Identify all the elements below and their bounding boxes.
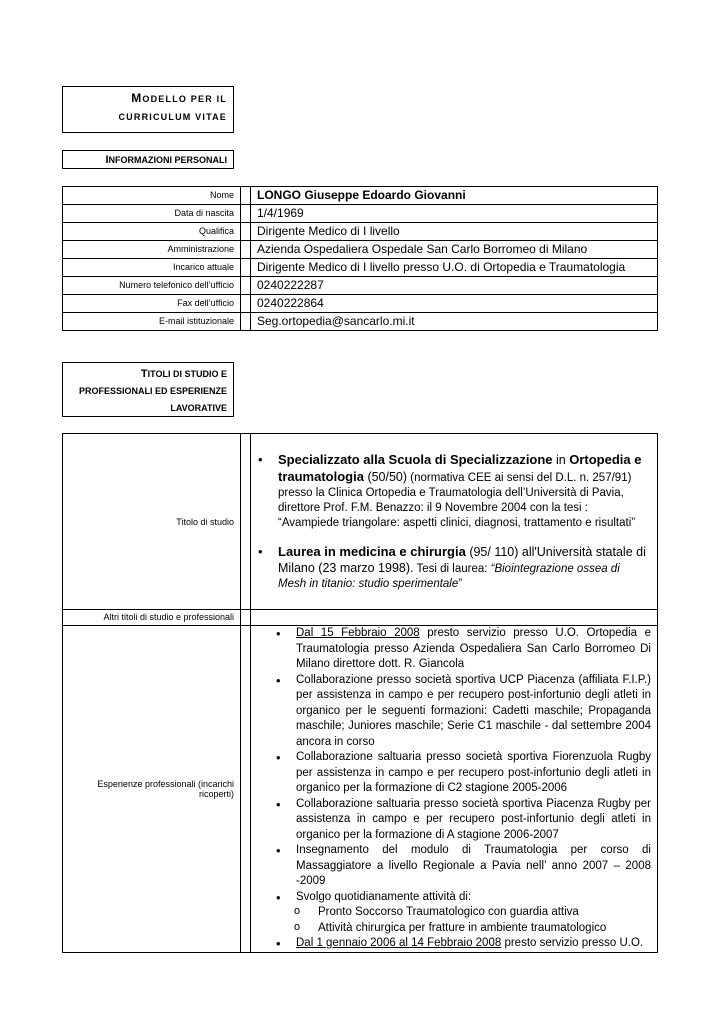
list-item: • Collaborazione saltuaria presso società sportiva Piacenza Rugby per assistenza in campo e per recupero post-infortunio degli atleti in organico per la formazione di A stagione 2006-2007 — [296, 797, 651, 844]
list-item: o Attività chirurgica per fratture in ambiente traumatologico — [318, 921, 651, 937]
list-item: • Collaborazione presso società sportiva UCP Piacenza (affiliata F.I.P.) per assistenza in campo e per recupero post-infortunio degli atleti in organico per le seguenti formazioni: Cadetti maschile; Propaganda maschile; Juniores maschile; Serie C1 maschile - dal settembre 2004 ancora in corso — [296, 673, 651, 751]
studio-list — [257, 452, 651, 592]
field-label: Incarico attuale — [63, 259, 241, 277]
table-row — [63, 241, 658, 259]
field-label: E-mail istituzionale — [63, 313, 241, 331]
table-row — [63, 610, 658, 626]
header-titoli-studio: TITOLI DI STUDIO E PROFESSIONALI ED ESPERIENZE LAVORATIVE — [62, 362, 234, 417]
table-row — [63, 223, 658, 241]
email-value: Seg.ortopedia@sancarlo.mi.it — [251, 313, 658, 331]
table-row — [63, 259, 658, 277]
list-item: • Svolgo quotidianamente attività di: o Pronto Soccorso Traumatologico con guardia attiva o Attività chirurgica per fratture in ambiente traumatologico — [296, 890, 651, 937]
field-label: Data di nascita — [63, 205, 241, 223]
table-row — [63, 626, 658, 953]
field-label: Amministrazione — [63, 241, 241, 259]
list-item: • Laurea in medicina e chirurgia (95/ 110) all'Università statale di Milano (23 marzo 1998). Tesi di laurea: “Biointegrazione ossea di Mesh in titanio: studio sperimentale” — [278, 544, 651, 592]
table-row — [63, 295, 658, 313]
field-label: Nome — [63, 187, 241, 205]
field-value: Dirigente Medico di I livello presso U.O. di Ortopedia e Traumatologia — [251, 259, 658, 277]
list-item: • Specializzato alla Scuola di Specializzazione in Ortopedia e traumatologia (50/50) (normativa CEE ai sensi del D.L. n. 257/91) presso la Clinica Ortopedia e Traumatologia dell’Università di Pavia, direttore Prof. F.M. Benazzo: il 9 Novembre 2004 con la tesi : “Avampiede triangolare: aspetti clinici, diagnosi, trattamento e risultati” — [278, 452, 651, 531]
studio-list-cell — [251, 434, 658, 610]
field-label: Altri titoli di studio e professionali — [63, 610, 241, 626]
titoli-table — [62, 433, 658, 953]
field-value: 1/4/1969 — [251, 205, 658, 223]
list-item: • Dal 15 Febbraio 2008 presto servizio presso U.O. Ortopedia e Traumatologia presso Azienda Ospedaliera San Carlo Borromeo Di Milano direttore dott. R. Giancola — [296, 626, 651, 673]
field-label: Titolo di studio — [63, 434, 241, 610]
list-item: • Dal 1 gennaio 2006 al 14 Febbraio 2008 presto servizio presso U.O. — [296, 936, 651, 952]
field-label: Numero telefonico dell’ufficio — [63, 277, 241, 295]
esperienze-list — [257, 626, 651, 952]
list-item: • Collaborazione saltuaria presso società sportiva Fiorenzuola Rugby per assistenza in campo e per recupero post-infortunio degli atleti in organico per la formazione di C2 stagione 2005-2006 — [296, 750, 651, 797]
esperienze-cell — [251, 626, 658, 953]
table-row — [63, 187, 658, 205]
field-label: Fax dell’ufficio — [63, 295, 241, 313]
table-row — [63, 434, 658, 610]
list-item: o Pronto Soccorso Traumatologico con guardia attiva — [318, 905, 651, 921]
header-modello-cv: MODELLO PER IL CURRICULUM VITAE — [62, 86, 234, 133]
list-item: • Insegnamento del modulo di Traumatologia per corso di Massaggiatore a livello Regionale a Pavia nell’ anno 2007 – 2008 -2009 — [296, 843, 651, 890]
field-value: Dirigente Medico di I livello — [251, 223, 658, 241]
table-row — [63, 205, 658, 223]
field-value: 0240222864 — [251, 295, 658, 313]
field-label: Qualifica — [63, 223, 241, 241]
table-row — [63, 313, 658, 331]
field-value: LONGO Giuseppe Edoardo Giovanni — [251, 187, 658, 205]
sub-list — [296, 905, 651, 936]
table-row — [63, 277, 658, 295]
header-informazioni-personali: INFORMAZIONI PERSONALI — [62, 150, 234, 169]
field-value: Azienda Ospedaliera Ospedale San Carlo Borromeo di Milano — [251, 241, 658, 259]
field-value: 0240222287 — [251, 277, 658, 295]
field-label: Esperienze professionali (incarichi ricoperti) — [63, 626, 241, 953]
personal-info-table — [62, 186, 658, 331]
